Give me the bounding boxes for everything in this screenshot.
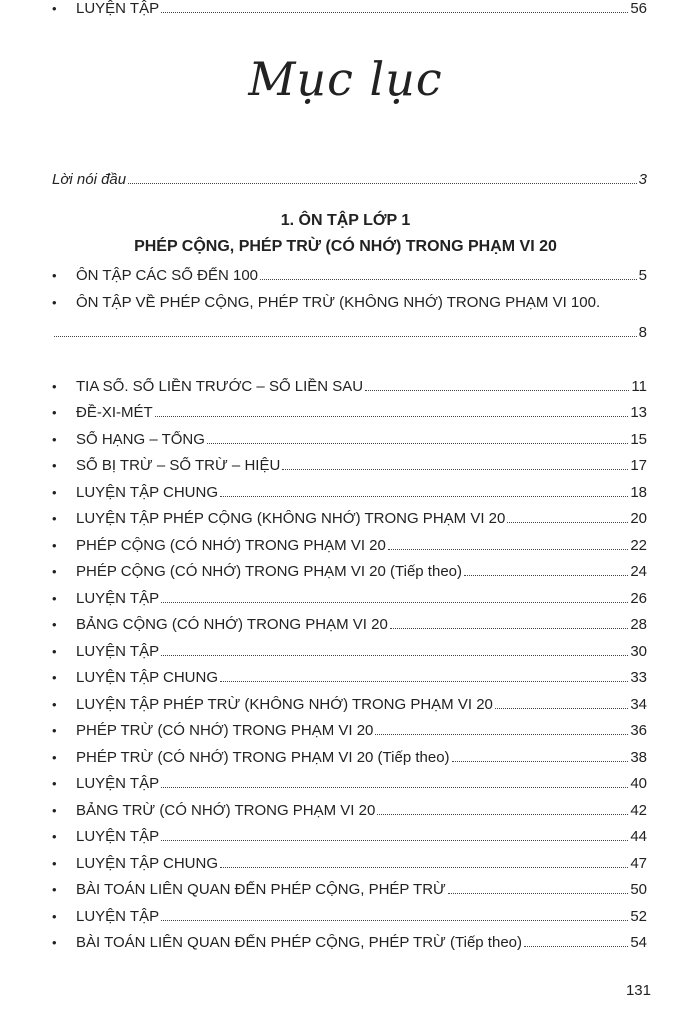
toc-entry-page: 26 bbox=[630, 590, 647, 607]
toc-entry-page: 47 bbox=[630, 855, 647, 872]
toc-entry[interactable] bbox=[52, 881, 647, 903]
toc-entry[interactable] bbox=[52, 696, 647, 718]
dot-leader bbox=[155, 415, 629, 417]
bullet-icon: • bbox=[52, 1, 57, 16]
bullet-icon: • bbox=[52, 617, 57, 632]
toc-entry[interactable] bbox=[52, 643, 647, 665]
toc-entry[interactable] bbox=[52, 537, 647, 559]
dot-leader bbox=[282, 468, 628, 470]
toc-entry[interactable] bbox=[52, 484, 647, 506]
bullet-icon: • bbox=[52, 458, 57, 473]
bullet-icon: • bbox=[52, 564, 57, 579]
dot-leader bbox=[161, 11, 628, 13]
dot-leader bbox=[377, 813, 628, 815]
bullet-icon: • bbox=[52, 511, 57, 526]
bullet-icon: • bbox=[52, 803, 57, 818]
toc-entry-label: LUYỆN TẬP PHÉP CỘNG (KHÔNG NHỚ) TRONG PHẠM VI 20 bbox=[76, 510, 506, 527]
bullet-icon: • bbox=[52, 670, 57, 685]
toc-entry[interactable] bbox=[52, 404, 647, 426]
toc-entry-page: 17 bbox=[630, 457, 647, 474]
toc-entry[interactable] bbox=[52, 267, 647, 289]
dot-leader bbox=[220, 866, 628, 868]
toc-entry[interactable] bbox=[52, 457, 647, 479]
dot-leader bbox=[161, 919, 628, 921]
bullet-icon: • bbox=[52, 776, 57, 791]
dot-leader bbox=[161, 601, 628, 603]
bullet-icon: • bbox=[52, 935, 57, 950]
toc-entry-label: BẢNG TRỪ (CÓ NHỚ) TRONG PHẠM VI 20 bbox=[76, 802, 376, 819]
toc-entry-page: 44 bbox=[630, 828, 647, 845]
toc-entry[interactable] bbox=[52, 510, 647, 532]
toc-entry-page: 15 bbox=[630, 431, 647, 448]
dot-leader bbox=[161, 786, 628, 788]
dot-leader bbox=[524, 945, 628, 947]
dot-leader bbox=[390, 627, 629, 629]
toc-entry[interactable] bbox=[52, 934, 647, 956]
toc-entry-page: 38 bbox=[630, 749, 647, 766]
toc-entry-label: SỐ HẠNG – TỔNG bbox=[76, 431, 205, 448]
dot-leader bbox=[220, 680, 628, 682]
bullet-icon: • bbox=[52, 882, 57, 897]
toc-entry-page: 22 bbox=[630, 537, 647, 554]
toc-entry-page: 20 bbox=[630, 510, 647, 527]
toc-entry-label: LUYỆN TẬP bbox=[76, 0, 160, 17]
bullet-icon: • bbox=[52, 268, 57, 283]
toc-entry-wrapped[interactable] bbox=[52, 294, 647, 316]
bullet-icon: • bbox=[52, 909, 57, 924]
dot-leader bbox=[448, 892, 628, 894]
toc-entry[interactable] bbox=[52, 802, 647, 824]
dot-leader bbox=[207, 442, 628, 444]
dot-leader bbox=[375, 733, 628, 735]
toc-entry-page: 18 bbox=[630, 484, 647, 501]
dot-leader bbox=[495, 707, 628, 709]
toc-entry-label: TIA SỐ. SỐ LIỀN TRƯỚC – SỐ LIỀN SAU bbox=[76, 378, 364, 395]
bullet-icon: • bbox=[52, 485, 57, 500]
toc-entry-page: 8 bbox=[638, 324, 647, 341]
bullet-icon: • bbox=[52, 538, 57, 553]
toc-entry-label: LUYỆN TẬP CHUNG bbox=[76, 669, 218, 686]
toc-entry-label: Lời nói đầu bbox=[52, 171, 127, 188]
bullet-icon: • bbox=[52, 750, 57, 765]
bullet-icon: • bbox=[52, 644, 57, 659]
bullet-icon: • bbox=[52, 856, 57, 871]
toc-entry[interactable] bbox=[52, 616, 647, 638]
toc-entry-label: BÀI TOÁN LIÊN QUAN ĐẾN PHÉP CỘNG, PHÉP TRỪ (Tiếp theo) bbox=[76, 934, 522, 951]
toc-entry-page: 24 bbox=[630, 563, 647, 580]
toc-entry-label: LUYỆN TẬP PHÉP TRỪ (KHÔNG NHỚ) TRONG PHẠM VI 20 bbox=[76, 696, 493, 713]
toc-entry-label: LUYỆN TẬP bbox=[76, 643, 160, 660]
toc-entry[interactable] bbox=[52, 855, 647, 877]
toc-entry-page: 5 bbox=[638, 267, 647, 284]
toc-entry[interactable] bbox=[52, 669, 647, 691]
toc-entry-intro[interactable] bbox=[52, 171, 647, 193]
toc-entry[interactable] bbox=[52, 0, 647, 22]
dot-leader bbox=[54, 335, 637, 337]
bullet-icon: • bbox=[52, 591, 57, 606]
toc-entry-page: 52 bbox=[630, 908, 647, 925]
bullet-icon: • bbox=[52, 295, 57, 310]
toc-entry[interactable] bbox=[52, 722, 647, 744]
toc-entry-label: ÔN TẬP VỀ PHÉP CỘNG, PHÉP TRỪ (KHÔNG NHỚ) TRONG PHẠM VI 100. bbox=[76, 294, 601, 311]
toc-entry-label: PHÉP CỘNG (CÓ NHỚ) TRONG PHẠM VI 20 bbox=[76, 537, 386, 554]
toc-entry-label: LUYỆN TẬP CHUNG bbox=[76, 484, 218, 501]
toc-entry-label: BẢNG CỘNG (CÓ NHỚ) TRONG PHẠM VI 20 bbox=[76, 616, 388, 633]
toc-entry[interactable] bbox=[52, 749, 647, 771]
dot-leader bbox=[128, 182, 637, 184]
toc-entry-label: PHÉP CỘNG (CÓ NHỚ) TRONG PHẠM VI 20 (Tiếp theo) bbox=[76, 563, 462, 580]
toc-entry-page: 3 bbox=[638, 171, 647, 188]
toc-entry-page: 36 bbox=[630, 722, 647, 739]
dot-leader bbox=[161, 839, 628, 841]
toc-entry[interactable] bbox=[52, 908, 647, 930]
toc-entry-label: LUYỆN TẬP bbox=[76, 828, 160, 845]
bullet-icon: • bbox=[52, 829, 57, 844]
toc-entry-label: ĐỀ-XI-MÉT bbox=[76, 404, 153, 421]
toc-entry[interactable] bbox=[52, 828, 647, 850]
toc-entry-page: 50 bbox=[630, 881, 647, 898]
bullet-icon: • bbox=[52, 432, 57, 447]
bullet-icon: • bbox=[52, 379, 57, 394]
dot-leader bbox=[161, 654, 628, 656]
toc-entry-page: 28 bbox=[630, 616, 647, 633]
toc-entry[interactable] bbox=[52, 563, 647, 585]
dot-leader bbox=[365, 389, 629, 391]
dot-leader bbox=[388, 548, 628, 550]
toc-entry-page: 34 bbox=[630, 696, 647, 713]
section-heading-subtitle: PHÉP CỘNG, PHÉP TRỪ (CÓ NHỚ) TRONG PHẠM VI 20 bbox=[134, 238, 557, 255]
toc-entry-label: LUYỆN TẬP bbox=[76, 775, 160, 792]
toc-entry-wrapped-continuation[interactable] bbox=[52, 324, 647, 346]
toc-entry-page: 56 bbox=[630, 0, 647, 17]
toc-entry-label: PHÉP TRỪ (CÓ NHỚ) TRONG PHẠM VI 20 (Tiếp theo) bbox=[76, 749, 450, 766]
toc-entry-label: PHÉP TRỪ (CÓ NHỚ) TRONG PHẠM VI 20 bbox=[76, 722, 374, 739]
toc-entry-label: ÔN TẬP CÁC SỐ ĐẾN 100 bbox=[76, 267, 259, 284]
toc-entry[interactable] bbox=[52, 590, 647, 612]
toc-entry-page: 40 bbox=[630, 775, 647, 792]
toc-entry-label: LUYỆN TẬP bbox=[76, 590, 160, 607]
toc-entry-page: 42 bbox=[630, 802, 647, 819]
bullet-icon: • bbox=[52, 405, 57, 420]
toc-entry-page: 13 bbox=[630, 404, 647, 421]
toc-entry-page: 11 bbox=[631, 378, 647, 395]
toc-entry-label: LUYỆN TẬP bbox=[76, 908, 160, 925]
bullet-icon: • bbox=[52, 697, 57, 712]
toc-entry[interactable] bbox=[52, 378, 647, 400]
toc-entry[interactable] bbox=[52, 431, 647, 453]
section-heading-title: 1. ÔN TẬP LỚP 1 bbox=[280, 212, 411, 229]
toc-entry-label: SỐ BỊ TRỪ – SỐ TRỪ – HIỆU bbox=[76, 457, 281, 474]
toc-entry-page: 54 bbox=[630, 934, 647, 951]
page-title: Mục lục bbox=[248, 52, 443, 106]
page-number: 131 bbox=[625, 982, 651, 999]
bullet-icon: • bbox=[52, 723, 57, 738]
toc-entry-label: LUYỆN TẬP CHUNG bbox=[76, 855, 218, 872]
dot-leader bbox=[260, 278, 637, 280]
toc-entry-page: 33 bbox=[630, 669, 647, 686]
dot-leader bbox=[452, 760, 629, 762]
toc-entry-page: 30 bbox=[630, 643, 647, 660]
toc-entry-label: BÀI TOÁN LIÊN QUAN ĐẾN PHÉP CỘNG, PHÉP TRỪ bbox=[76, 881, 446, 898]
dot-leader bbox=[464, 574, 628, 576]
dot-leader bbox=[220, 495, 628, 497]
toc-entry[interactable] bbox=[52, 775, 647, 797]
dot-leader bbox=[507, 521, 628, 523]
